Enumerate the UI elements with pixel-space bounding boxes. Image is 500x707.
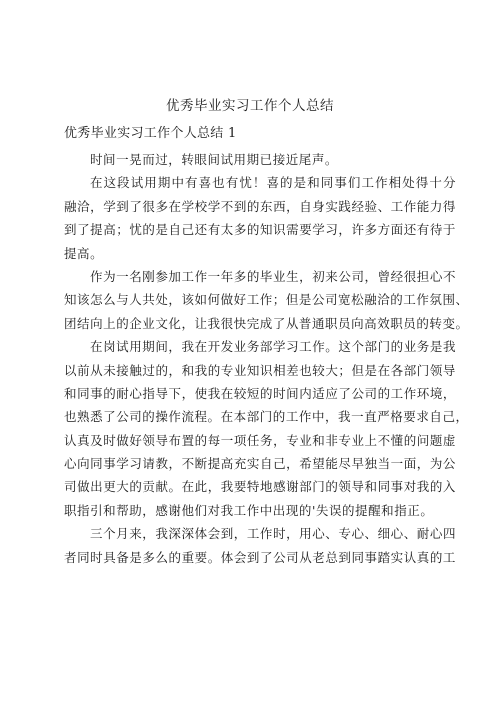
text-line: 心向同事学习请教，不断提高充实自己，希望能尽早独当一面，为公 [64, 456, 456, 472]
document-body [64, 148, 469, 569]
text-line: 三个月来，我深深体会到，工作时，用心、专心、细心、耐心四 [90, 526, 456, 542]
text-line: 者同时具备是多么的重要。体会到了公司从老总到同事踏实认真的工 [64, 549, 456, 565]
text-line: 和同事的耐心指导下，使我在较短的时间内适应了公司的工作环境， [64, 385, 456, 401]
section-heading: 优秀毕业实习工作个人总结 1 [64, 126, 237, 141]
text-line: 融洽，学到了很多在学校学不到的东西，自身实践经验、工作能力得 [64, 198, 456, 214]
text-line: 认真及时做好领导布置的每一项任务，专业和非专业上不懂的问题虚 [64, 432, 456, 448]
text-line: 在这段试用期中有喜也有忧！喜的是和同事们工作相处得十分 [90, 175, 456, 191]
text-line: 司做出更大的贡献。在此，我要特地感谢部门的领导和同事对我的入 [64, 479, 456, 495]
text-line: 在岗试用期间，我在开发业务部学习工作。这个部门的业务是我 [90, 339, 456, 355]
text-line: 提高。 [64, 245, 104, 261]
text-line: 职指引和帮助，感谢他们对我工作中出现的'失误的提醒和指正。 [64, 502, 434, 518]
text-line: 也熟悉了公司的操作流程。在本部门的工作中，我一直严格要求自己， [64, 409, 469, 425]
text-line: 以前从未接触过的，和我的专业知识相差也较大；但是在各部门领导 [64, 362, 456, 378]
text-line: 到了提高；忧的是自己还有太多的知识需要学习，许多方面还有待于 [64, 222, 456, 238]
text-line: 作为一名刚参加工作一年多的毕业生，初来公司，曾经很担心不 [90, 268, 456, 284]
text-line: 时间一晃而过，转眼间试用期已接近尾声。 [90, 152, 338, 167]
document-title: 优秀毕业实习工作个人总结 [166, 98, 334, 114]
text-line: 知该怎么与人共处，该如何做好工作；但是公司宽松融洽的工作氛围、 [64, 292, 469, 308]
text-line: 团结向上的企业文化，让我很快完成了从普通职员向高效职员的转变。 [64, 315, 469, 331]
